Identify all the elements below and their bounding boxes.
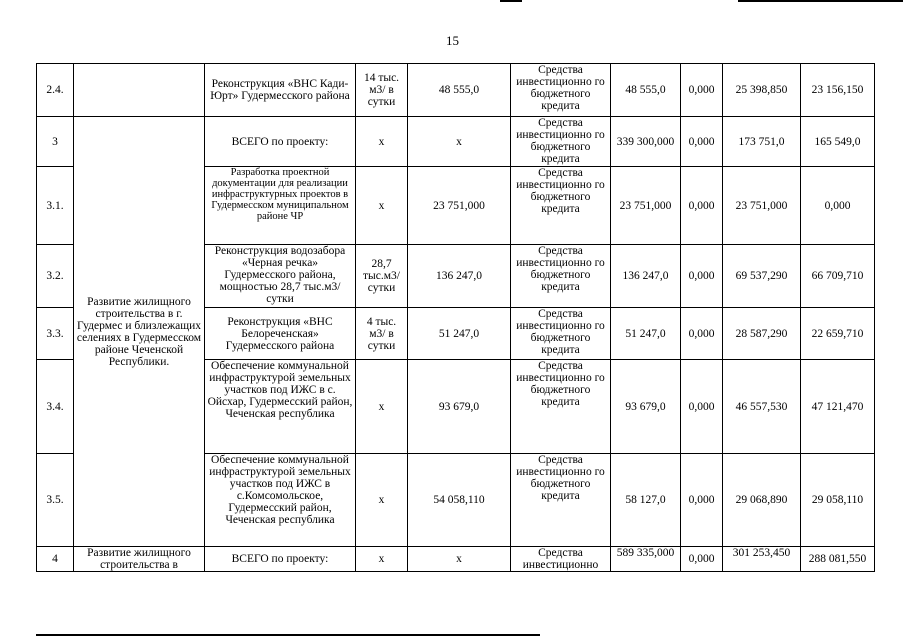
header-rule-short	[500, 0, 522, 2]
value-col7: 0,000	[681, 547, 723, 572]
activity-description: ВСЕГО по проекту:	[205, 117, 356, 167]
table-row	[37, 547, 875, 572]
row-number: 3.4.	[37, 360, 74, 454]
capacity-cell: x	[356, 360, 408, 454]
activity-description: Обеспечение коммунальной инфраструктурой земельных участков под ИЖС в с. Ойсхар, Гудермесский район, Чеченская республика	[205, 360, 356, 454]
row-number: 3.2.	[37, 245, 74, 308]
cost-cell: 54 058,110	[408, 454, 511, 547]
projects-table	[36, 63, 875, 572]
row-number: 4	[37, 547, 74, 572]
value-col9: 29 058,110	[801, 454, 875, 547]
funding-source: Средства инвестиционно го бюджетного кредита	[511, 245, 611, 308]
table-row	[37, 64, 875, 117]
cost-cell: x	[408, 117, 511, 167]
table-row	[37, 117, 875, 167]
value-col9: 288 081,550	[801, 547, 875, 572]
value-col7: 0,000	[681, 308, 723, 360]
funding-source: Средства инвестиционно го бюджетного кредита	[511, 64, 611, 117]
total-cell: 51 247,0	[611, 308, 681, 360]
value-col7: 0,000	[681, 245, 723, 308]
funding-source: Средства инвестиционно	[511, 547, 611, 572]
total-cell: 93 679,0	[611, 360, 681, 454]
value-col8: 173 751,0	[723, 117, 801, 167]
cost-cell: x	[408, 547, 511, 572]
value-col8: 69 537,290	[723, 245, 801, 308]
value-col7: 0,000	[681, 64, 723, 117]
total-cell: 136 247,0	[611, 245, 681, 308]
page-number: 15	[446, 33, 459, 48]
total-cell: 339 300,000	[611, 117, 681, 167]
value-col9: 22 659,710	[801, 308, 875, 360]
activity-description: Обеспечение коммунальной инфраструктурой земельных участков под ИЖС в с.Комсомольское, Гудермесский район, Чеченская республика	[205, 454, 356, 547]
activity-description: Реконструкция «ВНС Кади-Юрт» Гудермесского района	[205, 64, 356, 117]
capacity-cell: 28,7 тыс.м3/ сутки	[356, 245, 408, 308]
cost-cell: 51 247,0	[408, 308, 511, 360]
activity-description: Реконструкция водозабора «Черная речка» Гудермесского района, мощностью 28,7 тыс.м3/сутки	[205, 245, 356, 308]
activity-description: Реконструкция «ВНС Белореченская» Гудермесского района	[205, 308, 356, 360]
capacity-cell: x	[356, 547, 408, 572]
capacity-cell: x	[356, 454, 408, 547]
total-cell: 23 751,000	[611, 167, 681, 245]
activity-description: ВСЕГО по проекту:	[205, 547, 356, 572]
value-col9: 47 121,470	[801, 360, 875, 454]
cost-cell: 136 247,0	[408, 245, 511, 308]
row-number: 3.5.	[37, 454, 74, 547]
value-col7: 0,000	[681, 454, 723, 547]
header-rule-long	[738, 0, 903, 2]
cost-cell: 23 751,000	[408, 167, 511, 245]
value-col7: 0,000	[681, 117, 723, 167]
project-title: Развитие жилищного строительства в г. Гудермес и близлежащих селениях в Гудермесском районе Чеченской Республики.	[74, 117, 205, 547]
value-col8: 25 398,850	[723, 64, 801, 117]
funding-source: Средства инвестиционно го бюджетного кредита	[511, 360, 611, 454]
row-number: 3.3.	[37, 308, 74, 360]
row-number: 2.4.	[37, 64, 74, 117]
value-col8: 46 557,530	[723, 360, 801, 454]
value-col9: 23 156,150	[801, 64, 875, 117]
value-col9: 66 709,710	[801, 245, 875, 308]
footer-rule	[36, 634, 540, 636]
cost-cell: 93 679,0	[408, 360, 511, 454]
funding-source: Средства инвестиционно го бюджетного кредита	[511, 308, 611, 360]
row-number: 3	[37, 117, 74, 167]
value-col7: 0,000	[681, 360, 723, 454]
activity-description: Разработка проектной документации для реализации инфраструктурных проектов в Гудермесском муниципальном районе ЧР	[205, 167, 356, 245]
total-cell: 58 127,0	[611, 454, 681, 547]
capacity-cell: 14 тыс. м3/ в сутки	[356, 64, 408, 117]
value-col9: 0,000	[801, 167, 875, 245]
value-col8: 23 751,000	[723, 167, 801, 245]
value-col8: 301 253,450	[723, 547, 801, 572]
total-cell: 589 335,000	[611, 547, 681, 572]
row-number: 3.1.	[37, 167, 74, 245]
value-col8: 29 068,890	[723, 454, 801, 547]
cost-cell: 48 555,0	[408, 64, 511, 117]
total-cell: 48 555,0	[611, 64, 681, 117]
capacity-cell: 4 тыс. м3/ в сутки	[356, 308, 408, 360]
project-title-cell	[74, 64, 205, 117]
funding-source: Средства инвестиционно го бюджетного кредита	[511, 167, 611, 245]
value-col9: 165 549,0	[801, 117, 875, 167]
funding-source: Средства инвестиционно го бюджетного кредита	[511, 117, 611, 167]
value-col8: 28 587,290	[723, 308, 801, 360]
value-col7: 0,000	[681, 167, 723, 245]
capacity-cell: x	[356, 167, 408, 245]
funding-source: Средства инвестиционно го бюджетного кредита	[511, 454, 611, 547]
project-title: Развитие жилищного строительства в	[74, 547, 205, 572]
capacity-cell: x	[356, 117, 408, 167]
